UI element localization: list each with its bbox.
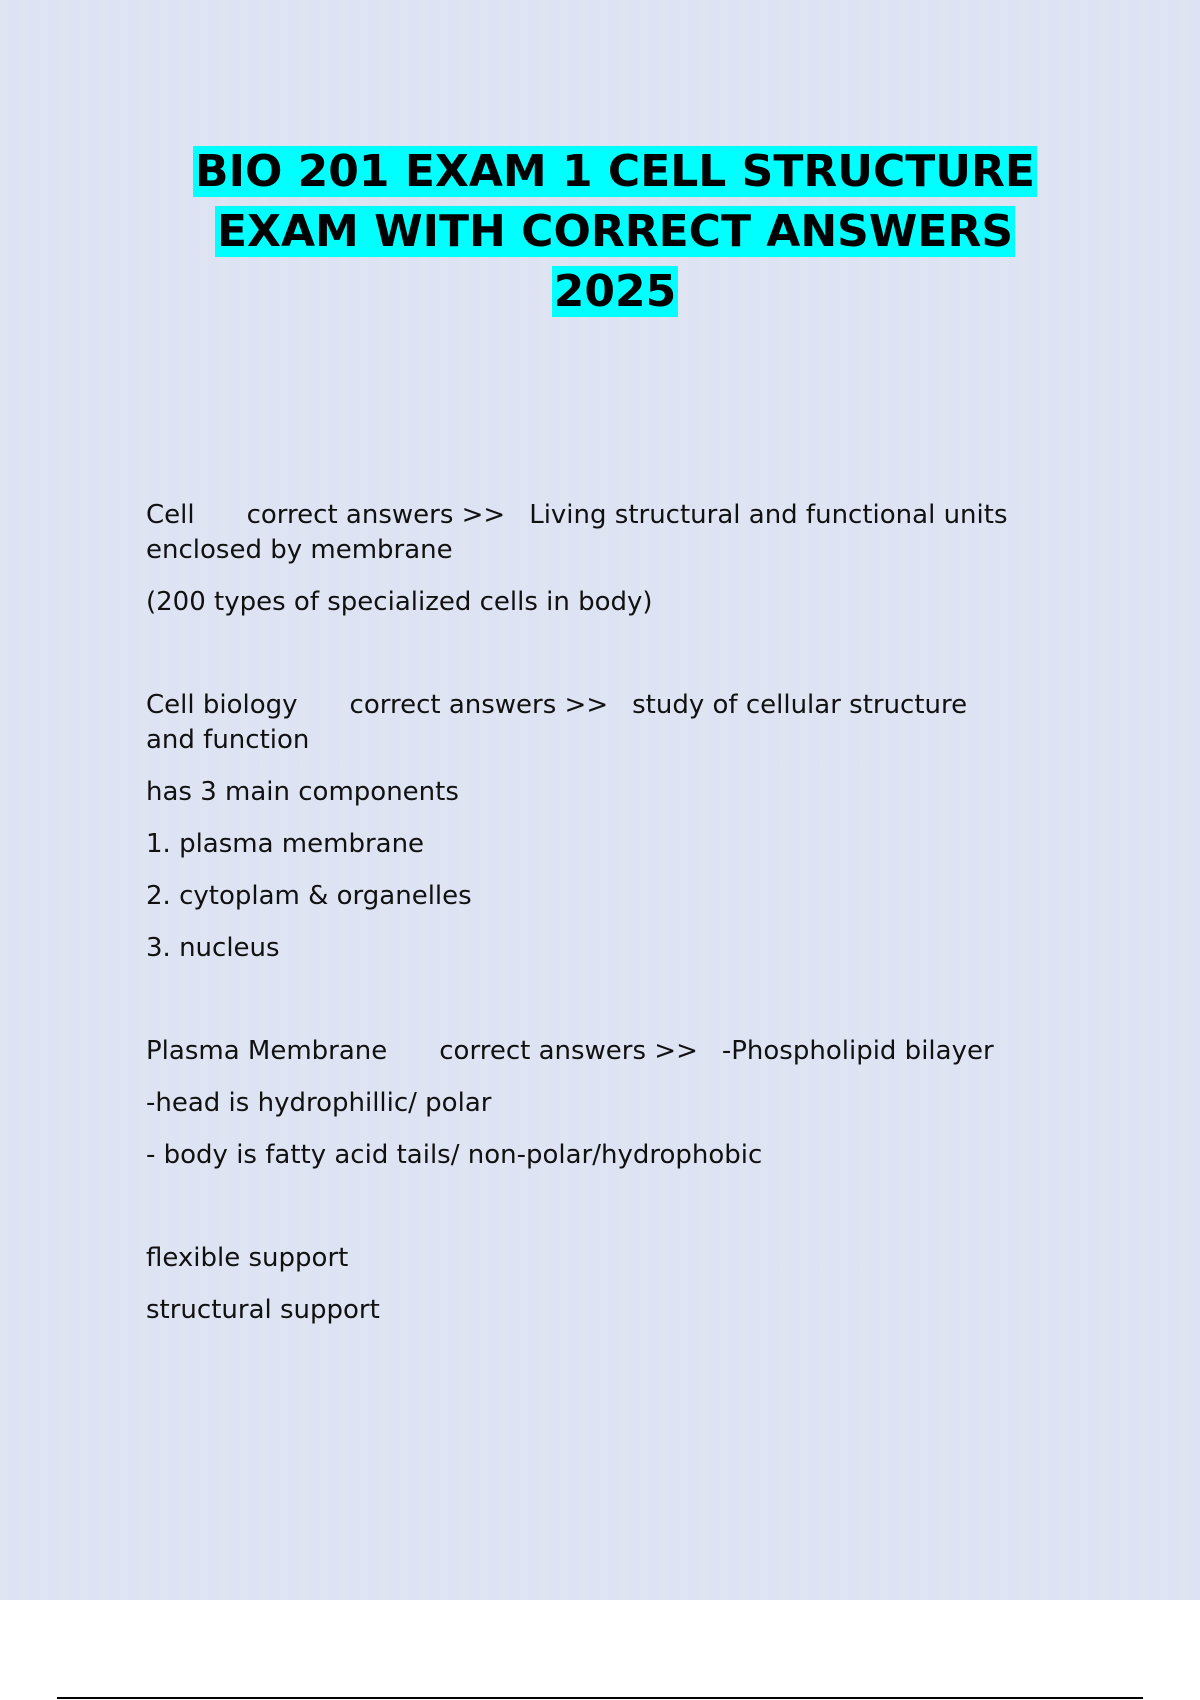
- document-body: [146, 498, 1086, 1328]
- qa-question: [146, 688, 1086, 758]
- qa-entry-cell-biology: [146, 688, 1086, 966]
- qa-term: Plasma Membrane: [146, 1036, 388, 1066]
- document-title: [100, 142, 1130, 322]
- qa-marker: correct answers >>: [439, 1036, 698, 1066]
- qa-term: Cell biology: [146, 690, 298, 720]
- qa-line: has 3 main components: [146, 777, 459, 807]
- qa-answer: study of cellular structure: [632, 690, 968, 720]
- title-line-3: 2025: [553, 266, 677, 317]
- qa-question: [146, 1034, 1086, 1069]
- note-line: flexible support: [146, 1243, 349, 1273]
- qa-question: [146, 498, 1086, 568]
- qa-line: 3. nucleus: [146, 933, 280, 963]
- qa-line: 2. cytoplam & organelles: [146, 881, 472, 911]
- qa-line: -head is hydrophillic/ polar: [146, 1088, 492, 1118]
- qa-entry-plasma-membrane: [146, 1034, 1086, 1173]
- title-line-2: EXAM WITH CORRECT ANSWERS: [216, 206, 1014, 257]
- qa-answer: Living structural and functional units: [529, 500, 1008, 530]
- note-line: structural support: [146, 1295, 380, 1325]
- qa-line: (200 types of specialized cells in body): [146, 587, 653, 617]
- qa-term: Cell: [146, 500, 195, 530]
- trailing-notes: [146, 1241, 1086, 1328]
- qa-marker: correct answers >>: [246, 500, 506, 530]
- qa-line: - body is fatty acid tails/ non-polar/hydrophobic: [146, 1140, 763, 1170]
- qa-entry-cell: [146, 498, 1086, 620]
- title-line-1: BIO 201 EXAM 1 CELL STRUCTURE: [195, 146, 1035, 197]
- qa-line: 1. plasma membrane: [146, 829, 425, 859]
- qa-answer: -Phospholipid bilayer: [721, 1036, 994, 1066]
- footer-divider: [57, 1697, 1143, 1699]
- qa-answer-continued: enclosed by membrane: [146, 535, 453, 565]
- qa-answer-continued: and function: [146, 725, 310, 755]
- qa-marker: correct answers >>: [349, 690, 609, 720]
